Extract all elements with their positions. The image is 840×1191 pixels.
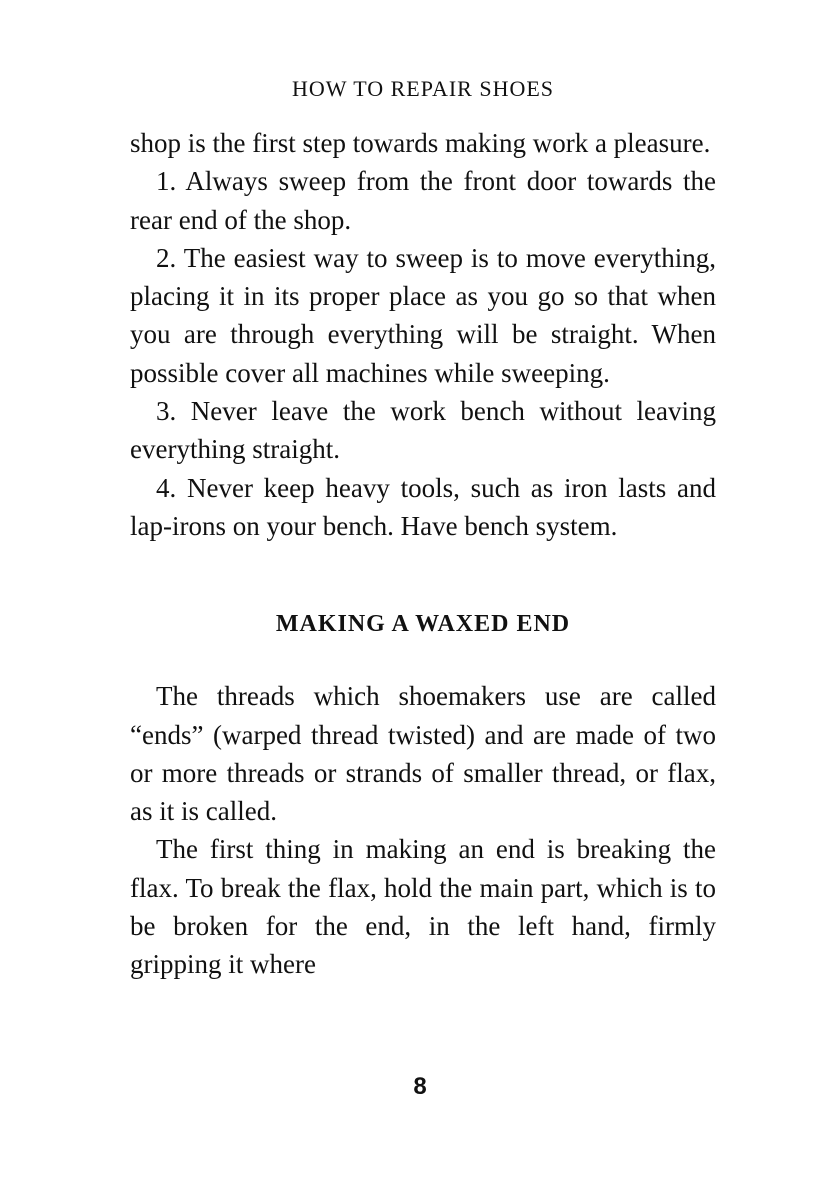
book-page xyxy=(130,70,716,984)
running-head: HOW TO REPAIR SHOES xyxy=(291,76,555,101)
body-text xyxy=(130,124,716,984)
list-item-1: 1. Always sweep from the front door towards the rear end of the shop. xyxy=(130,166,716,235)
paragraph: The threads which shoemakers use are called “ends” (warped thread twisted) and are made of two or more threads or strands of smaller thread, or flax, as it is called. xyxy=(130,681,716,827)
paragraph: The first thing in making an end is breaking the flax. To break the flax, hold the main part, which is to be broken for the end, in the left hand, firmly gripping it where xyxy=(130,834,716,980)
section-heading: MAKING A WAXED END xyxy=(275,611,571,638)
list-item-3: 3. Never leave the work bench without leaving everything straight. xyxy=(130,396,716,465)
paragraph-continuation: shop is the first step towards making work a pleasure. xyxy=(130,128,711,158)
page-number: 8 xyxy=(413,1073,427,1100)
list-item-2: 2. The easiest way to sweep is to move everything, placing it in its proper place as you go so that when you are through everything will be straight. When possible cover all machines while sweeping. xyxy=(130,242,716,388)
list-item-4: 4. Never keep heavy tools, such as iron lasts and lap-irons on your bench. Have bench system. xyxy=(130,472,716,541)
